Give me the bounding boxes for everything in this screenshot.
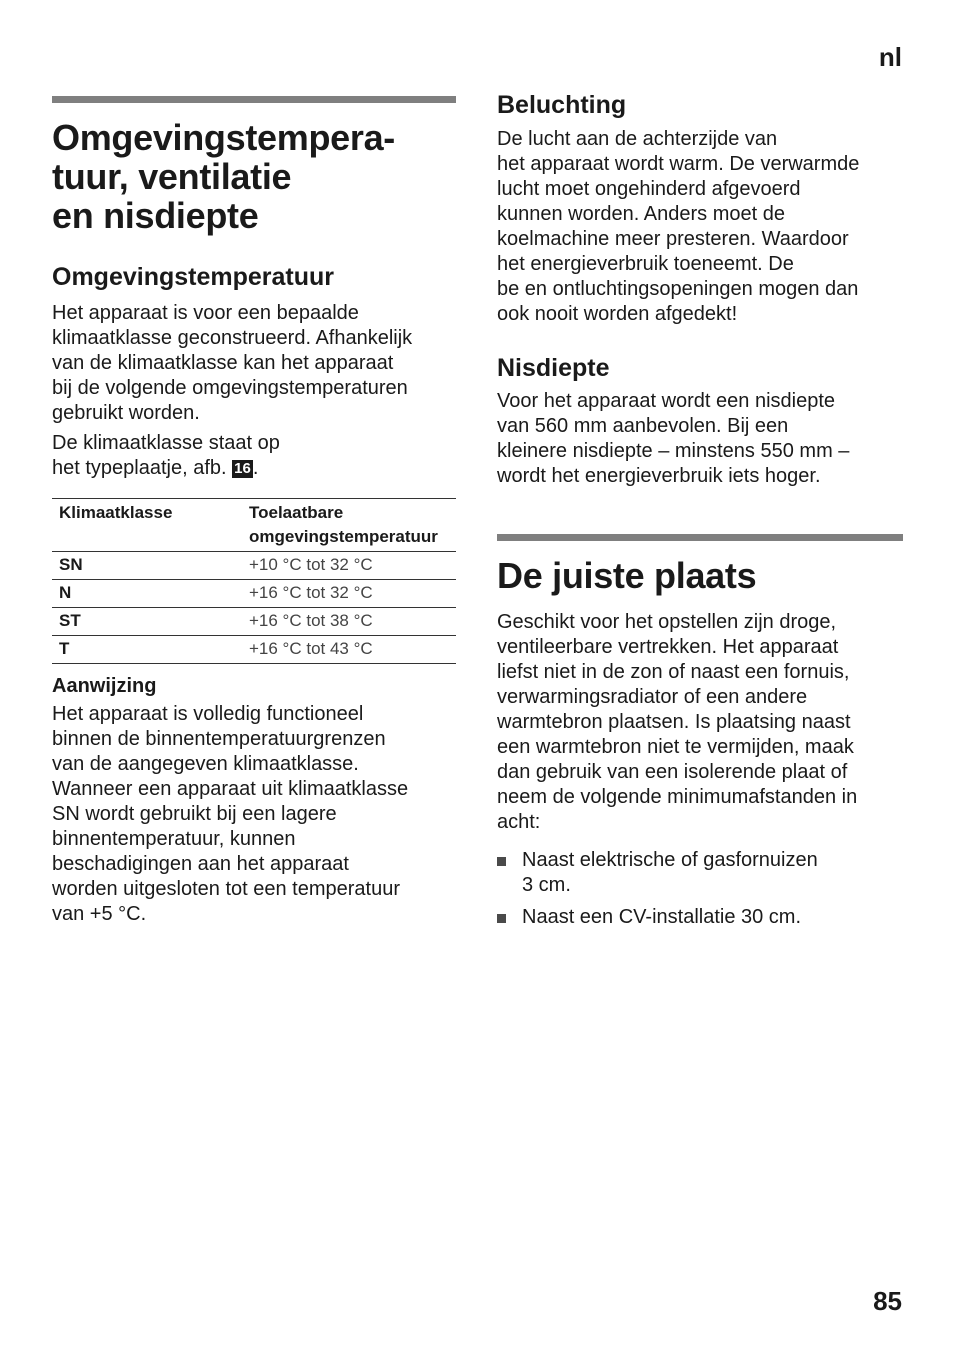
text-line: Voor het apparaat wordt een nisdiepte bbox=[497, 390, 836, 412]
list-item-text: Naast elektrische of gasfornuizen bbox=[522, 849, 818, 871]
table-header-row bbox=[52, 499, 456, 552]
temperature-range-cell: +10 °C tot 32 °C bbox=[242, 552, 456, 580]
climate-class-cell: ST bbox=[52, 608, 242, 636]
title-line: Omgevingstempera- bbox=[52, 117, 395, 158]
text-line: liefst niet in de zon of naast een fornuis, bbox=[497, 661, 850, 683]
text-line: binnentemperatuur, kunnen bbox=[52, 828, 296, 850]
title-line: en nisdiepte bbox=[52, 195, 259, 236]
temperature-range-cell: +16 °C tot 38 °C bbox=[242, 608, 456, 636]
text-line: bij de volgende omgevingstemperaturen bbox=[52, 377, 408, 399]
text-line: . bbox=[252, 457, 259, 479]
text-line: Het apparaat is voor een bepaalde bbox=[52, 302, 359, 324]
text-line: een warmtebron niet te vermijden, maak bbox=[497, 736, 854, 758]
text-line: wordt het energieverbruik iets hoger. bbox=[497, 465, 821, 487]
text-line: kunnen worden. Anders moet de bbox=[497, 203, 785, 225]
header-line: omgevingstemperatuur bbox=[249, 527, 438, 546]
page-number: 85 bbox=[873, 1286, 902, 1316]
note-heading: Aanwijzing bbox=[52, 675, 157, 697]
text-line: van de aangegeven klimaatklasse. bbox=[52, 753, 359, 775]
left-column bbox=[52, 0, 456, 927]
text-line: Geschikt voor het opstellen zijn droge, bbox=[497, 611, 837, 633]
text-line: van +5 °C. bbox=[52, 903, 147, 925]
table-row bbox=[52, 552, 456, 580]
right-column bbox=[497, 0, 903, 930]
title-line: tuur, ventilatie bbox=[52, 156, 292, 197]
list-item bbox=[497, 848, 903, 898]
header-line: Toelaatbare bbox=[249, 503, 344, 522]
text-line: koelmachine meer presteren. Waardoor bbox=[497, 228, 849, 250]
location-title: De juiste plaats bbox=[497, 555, 757, 596]
text-line: kleinere nisdiepte – minstens 550 mm – bbox=[497, 440, 850, 462]
niche-depth-paragraph bbox=[497, 389, 903, 489]
ventilation-heading: Beluchting bbox=[497, 91, 627, 119]
distance-list bbox=[497, 848, 903, 930]
figure-reference-badge: 16 bbox=[234, 460, 251, 477]
text-line: dan gebruik van een isolerende plaat of bbox=[497, 761, 848, 783]
text-line: SN wordt gebruikt bij een lagere bbox=[52, 803, 337, 825]
section-rule bbox=[52, 96, 456, 103]
climate-class-location-paragraph bbox=[52, 431, 456, 481]
list-item bbox=[497, 905, 903, 930]
climate-class-cell: N bbox=[52, 580, 242, 608]
language-label: nl bbox=[878, 42, 902, 72]
climate-class-cell: T bbox=[52, 636, 242, 664]
text-line: het energieverbruik toeneemt. De bbox=[497, 253, 794, 275]
text-line: worden uitgesloten tot een temperatuur bbox=[52, 878, 400, 900]
text-line: ventileerbare vertrekken. Het apparaat bbox=[497, 636, 839, 658]
text-line: Wanneer een apparaat uit klimaatklasse bbox=[52, 778, 409, 800]
column-header-temperature bbox=[242, 499, 456, 552]
square-bullet-icon bbox=[497, 857, 506, 866]
text-line: het apparaat wordt warm. De verwarmde bbox=[497, 153, 860, 175]
text-line: be en ontluchtingsopeningen mogen dan bbox=[497, 278, 859, 300]
temperature-range-cell: +16 °C tot 43 °C bbox=[242, 636, 456, 664]
ventilation-paragraph bbox=[497, 127, 903, 327]
note-paragraph bbox=[52, 702, 456, 927]
niche-depth-heading: Nisdiepte bbox=[497, 354, 610, 382]
text-line: verwarmingsradiator of een andere bbox=[497, 686, 808, 708]
column-header-class: Klimaatklasse bbox=[59, 503, 173, 522]
table-row bbox=[52, 580, 456, 608]
text-line: binnen de binnentemperatuurgrenzen bbox=[52, 728, 386, 750]
list-item-text: Naast een CV-installatie 30 cm. bbox=[522, 906, 802, 928]
section-title bbox=[52, 118, 456, 235]
text-line: De lucht aan de achterzijde van bbox=[497, 128, 778, 150]
text-line: van de klimaatklasse kan het apparaat bbox=[52, 352, 394, 374]
temperature-range-cell: +16 °C tot 32 °C bbox=[242, 580, 456, 608]
climate-class-cell: SN bbox=[52, 552, 242, 580]
text-line: beschadigingen aan het apparaat bbox=[52, 853, 349, 875]
text-line: acht: bbox=[497, 811, 541, 833]
table-row bbox=[52, 636, 456, 664]
text-line: gebruikt worden. bbox=[52, 402, 200, 424]
table-row bbox=[52, 608, 456, 636]
location-paragraph bbox=[497, 610, 903, 835]
text-line: van 560 mm aanbevolen. Bij een bbox=[497, 415, 789, 437]
text-line: warmtebron plaatsen. Is plaatsing naast bbox=[497, 711, 851, 733]
text-line: De klimaatklasse staat op bbox=[52, 432, 280, 454]
text-line: ook nooit worden afgedekt! bbox=[497, 303, 738, 325]
ambient-heading: Omgevingstemperatuur bbox=[52, 263, 335, 291]
section-rule bbox=[497, 534, 903, 541]
list-item-text: 3 cm. bbox=[522, 874, 571, 896]
text-line: Het apparaat is volledig functioneel bbox=[52, 703, 364, 725]
text-line: klimaatklasse geconstrueerd. Afhankelijk bbox=[52, 327, 413, 349]
ambient-paragraph bbox=[52, 301, 456, 426]
climate-class-table bbox=[52, 498, 456, 664]
text-line: lucht moet ongehinderd afgevoerd bbox=[497, 178, 801, 200]
text-line: het typeplaatje, afb. bbox=[52, 457, 233, 479]
square-bullet-icon bbox=[497, 914, 506, 923]
text-line: neem de volgende minimumafstanden in bbox=[497, 786, 858, 808]
